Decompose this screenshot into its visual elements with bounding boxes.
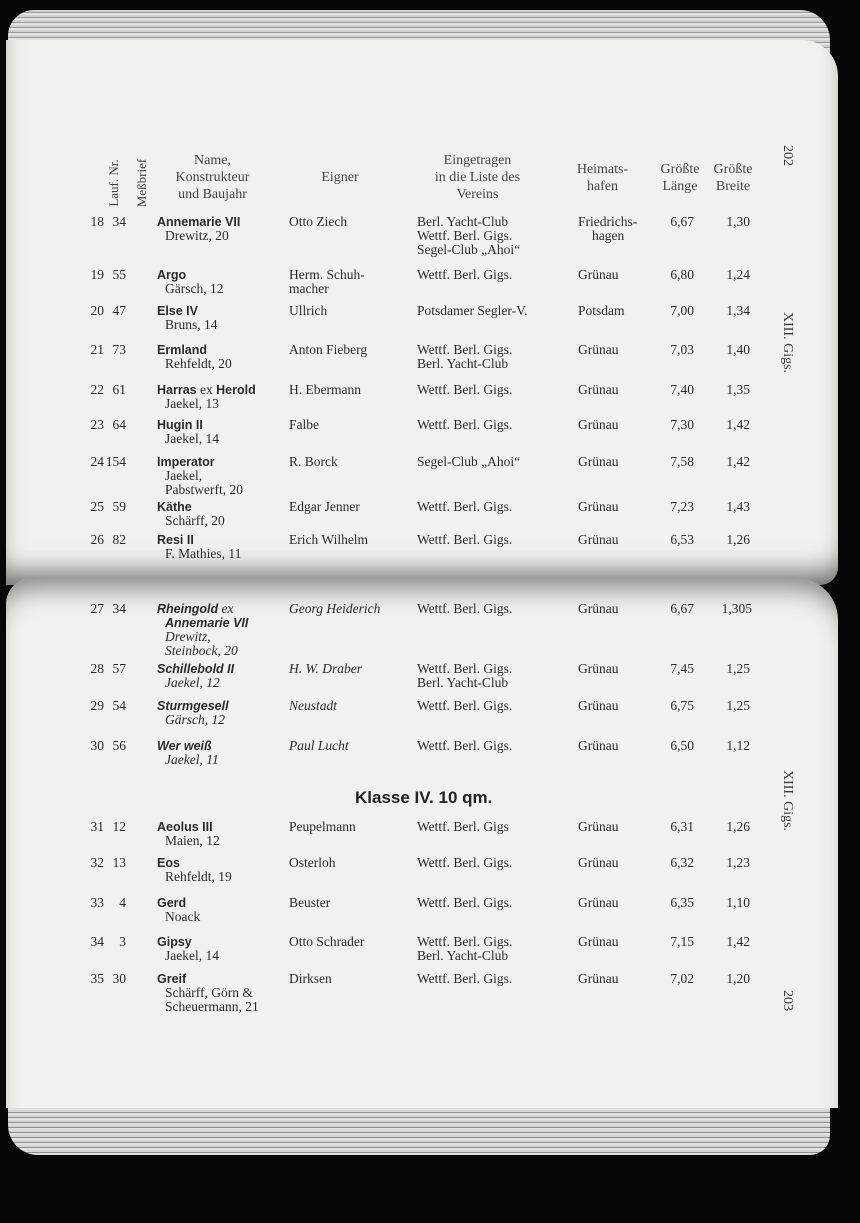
max-length: 7,45 — [670, 661, 694, 676]
boat-name-cell — [157, 602, 248, 658]
home-port-cell — [578, 533, 619, 547]
owner-cell — [289, 533, 368, 547]
owner-cell — [289, 699, 337, 713]
max-length: 6,75 — [670, 698, 694, 713]
max-length: 6,67 — [670, 601, 694, 616]
boat-name: Sturmgesell — [157, 699, 229, 713]
header-lauf-nr: Lauf. Nr. — [106, 159, 121, 207]
home-port-cell — [578, 500, 619, 514]
club: Wettf. Berl. Gigs. — [417, 382, 513, 397]
max-length: 6,32 — [670, 855, 694, 870]
home-port: Grünau — [578, 342, 619, 357]
club-cell — [417, 304, 527, 318]
boat-name: Imperator — [157, 455, 215, 469]
club-cell — [417, 662, 512, 690]
owner-cell — [289, 820, 356, 834]
club: Wettf. Berl. Gigs. — [417, 417, 513, 432]
club: Berl. Yacht-Club — [417, 356, 509, 371]
max-length: 6,67 — [670, 214, 694, 229]
club: Segel-Club „Ahoi“ — [417, 242, 521, 257]
builder-year: Gärsch, 12 — [165, 281, 224, 296]
builder-year: Scheuermann, 21 — [165, 999, 259, 1014]
home-port-cell — [578, 304, 625, 318]
owner: Herm. Schuh- — [289, 267, 365, 282]
boat-name-cell — [157, 304, 218, 332]
home-port: Friedrichs- — [578, 214, 638, 229]
owner-cell — [289, 500, 360, 514]
boat-name-cell — [157, 739, 219, 767]
club: Segel-Club „Ahoi“ — [417, 454, 521, 469]
home-port-cell — [578, 418, 619, 432]
boat-name-cell — [157, 699, 229, 727]
home-port: Grünau — [578, 855, 619, 870]
home-port: Grünau — [578, 267, 619, 282]
max-width: 1,26 — [726, 532, 750, 547]
owner-cell — [289, 455, 338, 469]
max-width: 1,24 — [726, 267, 750, 282]
max-width: 1,34 — [726, 303, 750, 318]
home-port-cell — [578, 820, 619, 834]
home-port: Potsdam — [578, 303, 625, 318]
home-port-cell — [578, 343, 619, 357]
owner: Edgar Jenner — [289, 499, 360, 514]
owner-cell — [289, 602, 380, 616]
boat-name: Aeolus III — [157, 820, 213, 834]
max-length: 6,35 — [670, 895, 694, 910]
owner: Otto Ziech — [289, 214, 348, 229]
club-cell — [417, 935, 512, 963]
messbrief-number: 30 — [112, 971, 126, 986]
messbrief-number: 154 — [105, 454, 126, 469]
max-length: 6,53 — [670, 532, 694, 547]
owner-cell — [289, 739, 349, 753]
max-length: 6,80 — [670, 267, 694, 282]
messbrief-number: 13 — [112, 855, 126, 870]
boat-name: Gerd — [157, 896, 187, 910]
messbrief-number: 47 — [112, 303, 126, 318]
home-port-cell — [578, 935, 619, 949]
boat-name: Eos — [157, 856, 180, 870]
club: Berl. Yacht-Club — [417, 948, 509, 963]
max-length: 6,31 — [670, 819, 694, 834]
section-label-top: XIII. Gigs. — [780, 312, 795, 374]
builder-year: Maien, 12 — [165, 833, 220, 848]
header-name: Name, Konstrukteur und Baujahr — [175, 153, 250, 202]
former-name: Herold — [216, 383, 256, 397]
club: Wettf. Berl. Gigs. — [417, 228, 513, 243]
former-name: Annemarie VII — [165, 616, 249, 630]
owner-cell — [289, 896, 330, 910]
boat-name-cell — [157, 972, 259, 1014]
row-number: 31 — [90, 819, 104, 834]
row-number: 34 — [90, 934, 104, 949]
owner-cell — [289, 662, 362, 676]
club-cell — [417, 533, 512, 547]
home-port: Grünau — [578, 454, 619, 469]
messbrief-number: 4 — [119, 895, 126, 910]
home-port: Grünau — [578, 382, 619, 397]
max-length: 7,15 — [670, 934, 694, 949]
messbrief-number: 12 — [112, 819, 126, 834]
boat-name-cell — [157, 343, 232, 371]
club-cell — [417, 343, 512, 371]
max-length: 7,03 — [670, 342, 694, 357]
club: Wettf. Berl. Gigs. — [417, 698, 513, 713]
club: Wettf. Berl. Gigs. — [417, 895, 513, 910]
club-cell — [417, 455, 520, 469]
max-width: 1,26 — [726, 819, 750, 834]
max-width: 1,43 — [726, 499, 750, 514]
club: Berl. Yacht-Club — [417, 675, 509, 690]
boat-name: Rheingold — [157, 602, 219, 616]
boat-name: Wer weiß — [157, 739, 212, 753]
row-number: 18 — [90, 214, 104, 229]
boat-name: Hugin II — [157, 418, 203, 432]
messbrief-number: 54 — [112, 698, 126, 713]
builder-year: Schärff, Görn & — [165, 985, 253, 1000]
header-laenge: Größte Länge — [660, 162, 700, 194]
page-number-top: 202 — [780, 145, 795, 166]
club: Wettf. Berl. Gigs. — [417, 855, 513, 870]
row-number: 20 — [90, 303, 104, 318]
home-port-cell — [578, 215, 637, 243]
owner-cell — [289, 304, 327, 318]
messbrief-number: 59 — [112, 499, 126, 514]
home-port: Grünau — [578, 601, 619, 616]
boat-name-cell — [157, 215, 240, 243]
owner: Neustadt — [289, 698, 338, 713]
builder-year: Pabstwerft, 20 — [165, 482, 243, 497]
header-eigner: Eigner — [321, 170, 359, 185]
boat-name-cell — [157, 856, 232, 884]
owner-cell — [289, 972, 332, 986]
builder-year: Gärsch, 12 — [165, 712, 225, 727]
messbrief-number: 56 — [112, 738, 126, 753]
home-port-cell — [578, 699, 619, 713]
home-port: Grünau — [578, 417, 619, 432]
row-number: 28 — [90, 661, 104, 676]
messbrief-number: 57 — [112, 661, 126, 676]
home-port: Grünau — [578, 971, 619, 986]
max-length: 7,58 — [670, 454, 694, 469]
home-port-cell — [578, 739, 619, 753]
club-cell — [417, 383, 512, 397]
boat-name-cell — [157, 935, 219, 963]
max-length: 6,50 — [670, 738, 694, 753]
home-port: Grünau — [578, 661, 619, 676]
max-length: 7,23 — [670, 499, 694, 514]
max-width: 1,42 — [726, 417, 750, 432]
boat-name-cell — [157, 418, 219, 446]
club: Potsdamer Segler-V. — [417, 303, 528, 318]
owner: Otto Schrader — [289, 934, 365, 949]
club: Wettf. Berl. Gigs. — [417, 601, 513, 616]
boat-name: Harras — [157, 383, 197, 397]
row-number: 29 — [90, 698, 104, 713]
builder-year: Rehfeldt, 19 — [165, 869, 232, 884]
club-cell — [417, 896, 512, 910]
club-cell — [417, 602, 512, 616]
builder-year: Jaekel, 11 — [165, 752, 219, 767]
owner: Osterloh — [289, 855, 336, 870]
max-width: 1,305 — [721, 601, 752, 616]
max-width: 1,12 — [726, 738, 750, 753]
messbrief-number: 82 — [112, 532, 126, 547]
owner-cell — [289, 268, 365, 296]
row-number: 27 — [90, 601, 104, 616]
home-port: Grünau — [578, 738, 619, 753]
max-length: 7,40 — [670, 382, 694, 397]
owner-cell — [289, 215, 347, 229]
max-width: 1,42 — [726, 934, 750, 949]
club: Wettf. Berl. Gigs. — [417, 661, 513, 676]
messbrief-number: 34 — [112, 214, 126, 229]
row-number: 32 — [90, 855, 104, 870]
max-width: 1,35 — [726, 382, 750, 397]
max-width: 1,10 — [726, 895, 750, 910]
boat-name-cell — [157, 533, 241, 561]
home-port: Grünau — [578, 934, 619, 949]
home-port-cell — [578, 972, 619, 986]
boat-name: Resi II — [157, 533, 194, 547]
owner: Beuster — [289, 895, 331, 910]
home-port-cell — [578, 662, 619, 676]
builder-year: Drewitz, 20 — [165, 228, 229, 243]
club-cell — [417, 856, 512, 870]
boat-name-cell — [157, 896, 200, 924]
club: Wettf. Berl. Gigs. — [417, 267, 513, 282]
row-number: 19 — [90, 267, 104, 282]
header-messbrief: Meßbrief — [134, 158, 149, 208]
home-port: hagen — [592, 228, 625, 243]
club: Wettf. Berl. Gigs. — [417, 971, 513, 986]
owner: Ullrich — [289, 303, 328, 318]
owner-cell — [289, 383, 361, 397]
builder-year: Jaekel, 14 — [165, 431, 219, 446]
row-number: 22 — [90, 382, 104, 397]
owner: Falbe — [289, 417, 319, 432]
builder-year: Rehfeldt, 20 — [165, 356, 232, 371]
home-port: Grünau — [578, 698, 619, 713]
boat-name: Argo — [157, 268, 187, 282]
builder-year: Drewitz, — [165, 629, 211, 644]
owner: R. Borck — [289, 454, 338, 469]
club-cell — [417, 699, 512, 713]
row-number: 30 — [90, 738, 104, 753]
owner: Georg Heiderich — [289, 601, 381, 616]
club-cell — [417, 820, 509, 834]
home-port: Grünau — [578, 895, 619, 910]
lower-page — [6, 578, 838, 1108]
boat-name: Else IV — [157, 304, 198, 318]
builder-year: Steinbock, 20 — [165, 643, 238, 658]
owner-cell — [289, 418, 319, 432]
home-port-cell — [578, 268, 619, 282]
row-number: 33 — [90, 895, 104, 910]
club-cell — [417, 739, 512, 753]
home-port: Grünau — [578, 499, 619, 514]
row-number: 21 — [90, 342, 104, 357]
row-number: 24 — [90, 454, 104, 469]
boat-name-cell — [157, 455, 243, 497]
home-port: Grünau — [578, 532, 619, 547]
header-heimatshafen: Heimats- hafen — [576, 162, 629, 194]
owner: Dirksen — [289, 971, 332, 986]
club: Wettf. Berl. Gigs. — [417, 532, 513, 547]
club-cell — [417, 418, 512, 432]
builder-year: Schärff, 20 — [165, 513, 225, 528]
owner-cell — [289, 856, 336, 870]
club-cell — [417, 500, 512, 514]
max-length: 7,00 — [670, 303, 694, 318]
owner: H. W. Draber — [289, 661, 363, 676]
boat-name: Greif — [157, 972, 187, 986]
builder-year: Jaekel, — [165, 468, 203, 483]
boat-name: Käthe — [157, 500, 192, 514]
boat-name: Ermland — [157, 343, 208, 357]
boat-name-cell — [157, 500, 225, 528]
row-number: 35 — [90, 971, 104, 986]
builder-year: Jaekel, 14 — [165, 948, 219, 963]
row-number: 23 — [90, 417, 104, 432]
row-number: 26 — [90, 532, 104, 547]
home-port-cell — [578, 455, 619, 469]
boat-name-cell — [157, 662, 234, 690]
club: Wettf. Berl. Gigs. — [417, 342, 513, 357]
boat-name-cell — [157, 383, 256, 411]
club-cell — [417, 215, 520, 257]
owner-cell — [289, 343, 367, 357]
owner: H. Ebermann — [289, 382, 361, 397]
club-cell — [417, 268, 512, 282]
messbrief-number: 34 — [112, 601, 126, 616]
boat-name: Schillebold II — [157, 662, 235, 676]
klasse-title: Klasse IV. 10 qm. — [355, 788, 493, 807]
builder-year: Bruns, 14 — [165, 317, 218, 332]
home-port-cell — [578, 896, 619, 910]
home-port-cell — [578, 383, 619, 397]
owner: Erich Wilhelm — [289, 532, 369, 547]
owner: macher — [289, 281, 329, 296]
home-port-cell — [578, 856, 619, 870]
max-width: 1,23 — [726, 855, 750, 870]
club: Wettf. Berl. Gigs — [417, 819, 509, 834]
max-length: 7,02 — [670, 971, 694, 986]
owner: Paul Lucht — [289, 738, 349, 753]
header-eingetragen: Eingetragen in die Liste des Vereins — [434, 153, 521, 202]
messbrief-number: 61 — [112, 382, 126, 397]
max-width: 1,40 — [726, 342, 750, 357]
home-port-cell — [578, 602, 619, 616]
home-port: Grünau — [578, 819, 619, 834]
messbrief-number: 73 — [112, 342, 126, 357]
max-width: 1,30 — [726, 214, 750, 229]
max-width: 1,20 — [726, 971, 750, 986]
club-cell — [417, 972, 512, 986]
max-width: 1,25 — [726, 698, 750, 713]
owner: Anton Fieberg — [289, 342, 368, 357]
boat-name-cell — [157, 268, 223, 296]
header-breite: Größte Breite — [713, 162, 753, 194]
max-width: 1,25 — [726, 661, 750, 676]
messbrief-number: 64 — [112, 417, 126, 432]
page-number-bottom: 203 — [780, 990, 795, 1011]
row-number: 25 — [90, 499, 104, 514]
section-label-bottom: XIII. Gigs. — [780, 770, 795, 832]
messbrief-number: 55 — [112, 267, 126, 282]
boat-name-cell — [157, 820, 220, 848]
ex-label: ex — [221, 601, 234, 616]
builder-year: F. Mathies, 11 — [165, 546, 242, 561]
ex-label: ex — [200, 382, 213, 397]
boat-name: Annemarie VII — [157, 215, 241, 229]
max-width: 1,42 — [726, 454, 750, 469]
messbrief-number: 3 — [119, 934, 126, 949]
club: Wettf. Berl. Gigs. — [417, 934, 513, 949]
owner: Peupelmann — [289, 819, 356, 834]
max-length: 7,30 — [670, 417, 694, 432]
boat-name: Gipsy — [157, 935, 192, 949]
club: Wettf. Berl. Gigs. — [417, 738, 513, 753]
builder-year: Jaekel, 12 — [165, 675, 220, 690]
builder-year: Jaekel, 13 — [165, 396, 219, 411]
club: Berl. Yacht-Club — [417, 214, 509, 229]
owner-cell — [289, 935, 364, 949]
builder-year: Noack — [165, 909, 201, 924]
club: Wettf. Berl. Gigs. — [417, 499, 513, 514]
